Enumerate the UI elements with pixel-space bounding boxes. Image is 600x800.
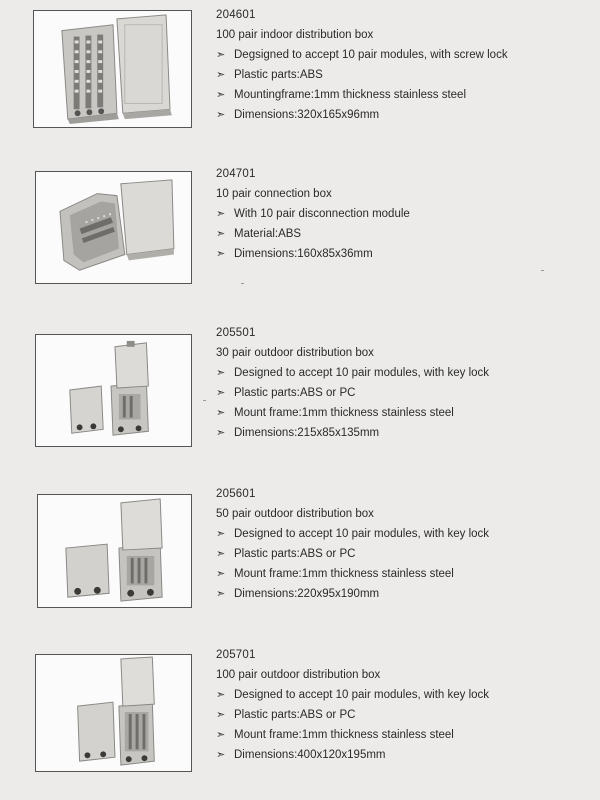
- product-name: 50 pair outdoor distribution box: [216, 508, 374, 520]
- arrow-bullet-icon: ➣: [216, 709, 226, 721]
- spec-item: ➣ Plastic parts:ABS or PC: [216, 548, 356, 560]
- product-photo: [37, 494, 192, 608]
- spec-item: ➣ Dimensions:320x165x96mm: [216, 109, 380, 121]
- product-photo: [35, 654, 192, 772]
- spec-item: ➣ Plastic parts:ABS or PC: [216, 709, 356, 721]
- arrow-bullet-icon: ➣: [216, 427, 226, 439]
- arrow-bullet-icon: ➣: [216, 568, 226, 580]
- spec-list: [216, 688, 596, 762]
- outdoor-distribution-box-icon: [36, 655, 191, 771]
- product-204601: [0, 8, 600, 138]
- arrow-bullet-icon: ➣: [216, 109, 226, 121]
- spec-item: ➣ Mount frame:1mm thickness stainless steel: [216, 729, 454, 741]
- outdoor-distribution-box-icon: [36, 335, 191, 446]
- product-205601: [0, 487, 600, 617]
- connection-box-icon: [36, 172, 191, 283]
- arrow-bullet-icon: ➣: [216, 548, 226, 560]
- arrow-bullet-icon: ➣: [216, 228, 226, 240]
- spec-item: ➣ Mount frame:1mm thickness stainless steel: [216, 568, 454, 580]
- scan-speck: [203, 400, 206, 401]
- scan-speck: [541, 270, 544, 271]
- arrow-bullet-icon: ➣: [216, 367, 226, 379]
- product-info: [216, 8, 596, 128]
- spec-item: ➣ Dimensions:215x85x135mm: [216, 427, 380, 439]
- product-code: 205601: [216, 488, 256, 500]
- product-info: [216, 326, 596, 446]
- product-205701: [0, 648, 600, 778]
- spec-item: ➣ Dimensions:400x120x195mm: [216, 749, 386, 761]
- arrow-bullet-icon: ➣: [216, 248, 226, 260]
- product-info: [216, 167, 596, 267]
- spec-list: [216, 207, 596, 261]
- spec-list: [216, 366, 596, 440]
- arrow-bullet-icon: ➣: [216, 689, 226, 701]
- product-code: 205501: [216, 327, 256, 339]
- spec-item: ➣ Material:ABS: [216, 228, 302, 240]
- spec-item: ➣ Plastic parts:ABS: [216, 69, 323, 81]
- scan-speck: [241, 283, 244, 284]
- arrow-bullet-icon: ➣: [216, 588, 226, 600]
- spec-list: [216, 527, 596, 601]
- product-204701: [0, 167, 600, 297]
- arrow-bullet-icon: ➣: [216, 407, 226, 419]
- outdoor-distribution-box-icon: [38, 495, 191, 607]
- spec-item: ➣ Plastic parts:ABS or PC: [216, 387, 356, 399]
- spec-item: ➣ Dimensions:160x85x36mm: [216, 248, 373, 260]
- arrow-bullet-icon: ➣: [216, 749, 226, 761]
- product-name: 100 pair indoor distribution box: [216, 29, 374, 41]
- spec-item: ➣ Designed to accept 10 pair modules, with key lock: [216, 528, 490, 540]
- product-code: 205701: [216, 649, 256, 661]
- spec-item: ➣ Designed to accept 10 pair modules, with key lock: [216, 367, 490, 379]
- spec-item: ➣ Mountingframe:1mm thickness stainless steel: [216, 89, 467, 101]
- product-code: 204601: [216, 9, 256, 21]
- product-info: [216, 648, 596, 768]
- product-photo: [35, 334, 192, 447]
- spec-item: ➣ Dimensions:220x95x190mm: [216, 588, 380, 600]
- spec-item: ➣ Mount frame:1mm thickness stainless steel: [216, 407, 454, 419]
- product-name: 10 pair connection box: [216, 188, 332, 200]
- product-photo: [33, 10, 192, 128]
- product-name: 100 pair outdoor distribution box: [216, 669, 381, 681]
- spec-item: ➣ With 10 pair disconnection module: [216, 208, 410, 220]
- arrow-bullet-icon: ➣: [216, 49, 226, 61]
- arrow-bullet-icon: ➣: [216, 69, 226, 81]
- spec-item: ➣ Degsigned to accept 10 pair modules, with screw lock: [216, 49, 508, 61]
- arrow-bullet-icon: ➣: [216, 89, 226, 101]
- arrow-bullet-icon: ➣: [216, 729, 226, 741]
- spec-item: ➣ Designed to accept 10 pair modules, with key lock: [216, 689, 490, 701]
- product-photo: [35, 171, 192, 284]
- arrow-bullet-icon: ➣: [216, 387, 226, 399]
- indoor-distribution-box-icon: [34, 11, 191, 127]
- product-info: [216, 487, 596, 607]
- arrow-bullet-icon: ➣: [216, 528, 226, 540]
- arrow-bullet-icon: ➣: [216, 208, 226, 220]
- spec-list: [216, 48, 596, 122]
- product-code: 204701: [216, 168, 256, 180]
- product-name: 30 pair outdoor distribution box: [216, 347, 374, 359]
- product-205501: [0, 326, 600, 456]
